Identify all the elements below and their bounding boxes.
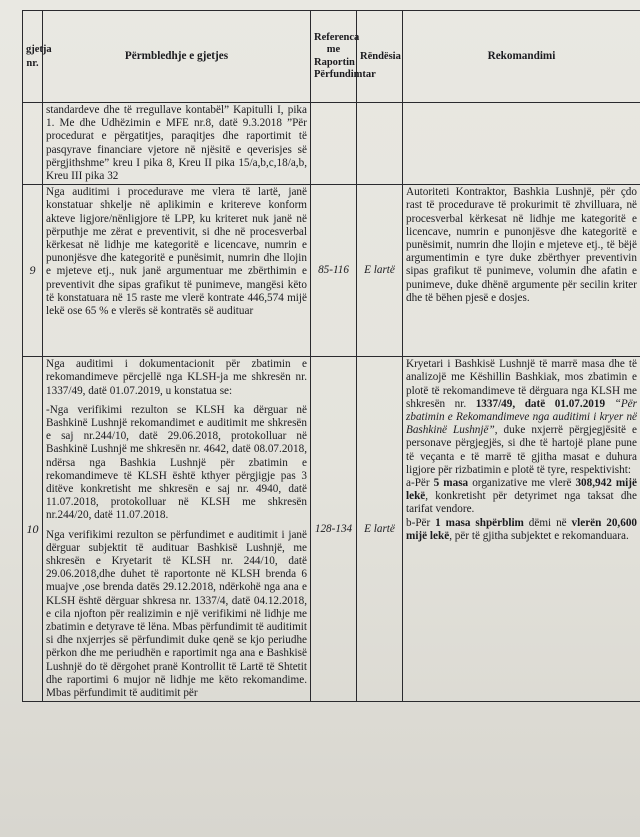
reference-range: 128-134 — [311, 357, 357, 702]
table-row — [23, 185, 640, 357]
header-recommendation: Rekomandimi — [403, 11, 640, 103]
header-nr: gjetja nr. — [23, 11, 43, 103]
recommendation-cell — [403, 185, 640, 357]
importance-cell — [357, 103, 403, 185]
recommendation-text: Autoriteti Kontraktor, Bashkia Lushnjë, për çdo rast të procedurave të prokurimit të zhvilluara, në procesverbal kërkesat në lidhje me kategoritë e licencave, numrin e punonjësve dhe kategoritë e punësimit, numrin dhe llojin e mjeteve etj., të bëjë argumentimin e tyre duke zbërthyer preventivin sipas grafikut të punimeve, volumin dhe afatin e punimeve, duke dhënë argumente për secilin kriter dhe të bëhen pjesë e dosjes. — [406, 186, 637, 304]
findings-table — [22, 10, 640, 702]
recommendation-cell — [403, 103, 640, 185]
summary-text: Nga auditimi i procedurave me vlera të lartë, janë konstatuar shkelje në aplikimin e kritereve konform akteve ligjore/nënligjore të LPP, ku kriteret nuk janë në përputhje me zërat e preventivit, si dhe në procesverbal kërkesat në lidhje me kategoritë e licencave, numrin e punonjësve dhe kategoritë e punësimit, numrin dhe llojin e mjeteve etj., nuk janë argumentuar me zbërthimin e preventivit dhe sipas grafikut të punimeve, mangësi këto të konstatuara në 15 raste me vlerë kontrate 446,574 mijë lekë ose 65 % e vlerës së kontratës së audituar — [46, 186, 307, 318]
importance-level: E lartë — [357, 357, 403, 702]
summary-paragraph: Nga verifikimi rezulton se përfundimet e auditimit i janë dërguar subjektit të audituar Bashkisë Lushnjë, me shkresën e Kryetarit të KLSH nr. 244/10, datë 29.06.2018,dhe duhet të raportonte në KLSH brenda 6 muajve ,ose brenda datës 29.12.2018, ndërkohë nga ana e KLSH është dërguar shkresa nr. 1337/4, datë 04.12.2018, e cila njofton për realizimin e një verifikimi në lidhje me zbatimin e detyrave të lëna. Mbas përfundimit të auditimit si dhe nxjerrjes së përfundimit duke qenë se kjo periudhe përkon dhe me periudhën e raportimit nga ana e Bashkisë Lushnjë do të dërgohet pranë Kontrollit të Lartë të Shtetit dhe raportimi 6 mujor në lidhje me këto rekomandime. Mbas përfundimit të auditimit për — [46, 528, 307, 700]
finding-number: 10 — [23, 357, 43, 702]
table-header-row — [23, 11, 640, 103]
recommendation-text: Kryetari i Bashkisë Lushnjë të marrë masa dhe të analizojë me Këshillin Bashkiak, mos zbatimin e plotë të rekomandimeve të dërguara nga KLSH me shkresën nr. 1337/49, datë 01.07.2019 “Për zbatimin e Rekomandimeve nga auditimi i kryer në Bashkinë Lushnjë”, duke nxjerrë përgjegjësitë e personave përgjegjës, si dhe të hartojë plane pune të veçanta e të marrë të gjitha masat e duhura ligjore për rizbatimin e plotë të tyre, respektivisht: — [406, 358, 637, 476]
recommendation-cell — [403, 357, 640, 702]
header-reference: Referenca me Raportin Përfundimtar — [311, 11, 357, 103]
summary-paragraph: Nga auditimi i dokumentacionit për zbatimin e rekomandimeve përcjellë nga KLSH-ja me shkresën nr. 1337/49, datë 01.07.2019, u konstatua se: — [46, 358, 307, 397]
reference-range: 85-116 — [311, 185, 357, 357]
summary-paragraph: -Nga verifikimi rezulton se KLSH ka dërguar në Bashkinë Lushnjë rekomandimet e auditimit me shkresën e saj nr.244/10, datë 29.06.2018, protokolluar në Bashkinë Lushnjë me shkresën nr. 4642, datë 08.07.2018, ndërsa nga Bashkia Lushnjë për zbatimin e rekomandimeve të KLSH është kthyer përgjigje pas 3 ditëve konkretisht me shkresën e saj nr. 4940, datë 11.07.2018, protokolluar në KLSH me shkresën nr.244/20, datë 11.07.2018. — [46, 403, 307, 522]
nr-cell — [23, 103, 43, 185]
header-importance: Rëndësia — [357, 11, 403, 103]
recommendation-item: b-Për 1 masa shpërblim dëmi në vlerën 20,600 mijë lekë, për të gjitha subjektet e rekomanduara. — [406, 516, 638, 542]
recommendation-item: a-Për 5 masa organizative me vlerë 308,942 mijë lekë, konkretisht për detyrimet nga taksat dhe tarifat vendore. — [406, 477, 637, 516]
reference-cell — [311, 103, 357, 185]
header-summary: Përmbledhje e gjetjes — [43, 11, 311, 103]
table-row — [23, 357, 640, 702]
summary-cell — [43, 103, 311, 185]
finding-number: 9 — [23, 185, 43, 357]
summary-text: standardeve dhe të rregullave kontabël” Kapitulli I, pika 1. Me dhe Udhëzimin e MFE nr.8, datë 9.3.2018 ”Për procedurat e përgatitjes, paraqitjes dhe raportimit të pasqyrave financiare vjetore në njësitë e qeverisjes së përgjithshme” kreu I pika 8, Kreu II pika 15/a,b,c,18/a,b, Kreu III pika 32 — [46, 104, 307, 183]
table-row — [23, 103, 640, 185]
summary-cell — [43, 357, 311, 702]
summary-cell — [43, 185, 311, 357]
importance-level: E lartë — [357, 185, 403, 357]
